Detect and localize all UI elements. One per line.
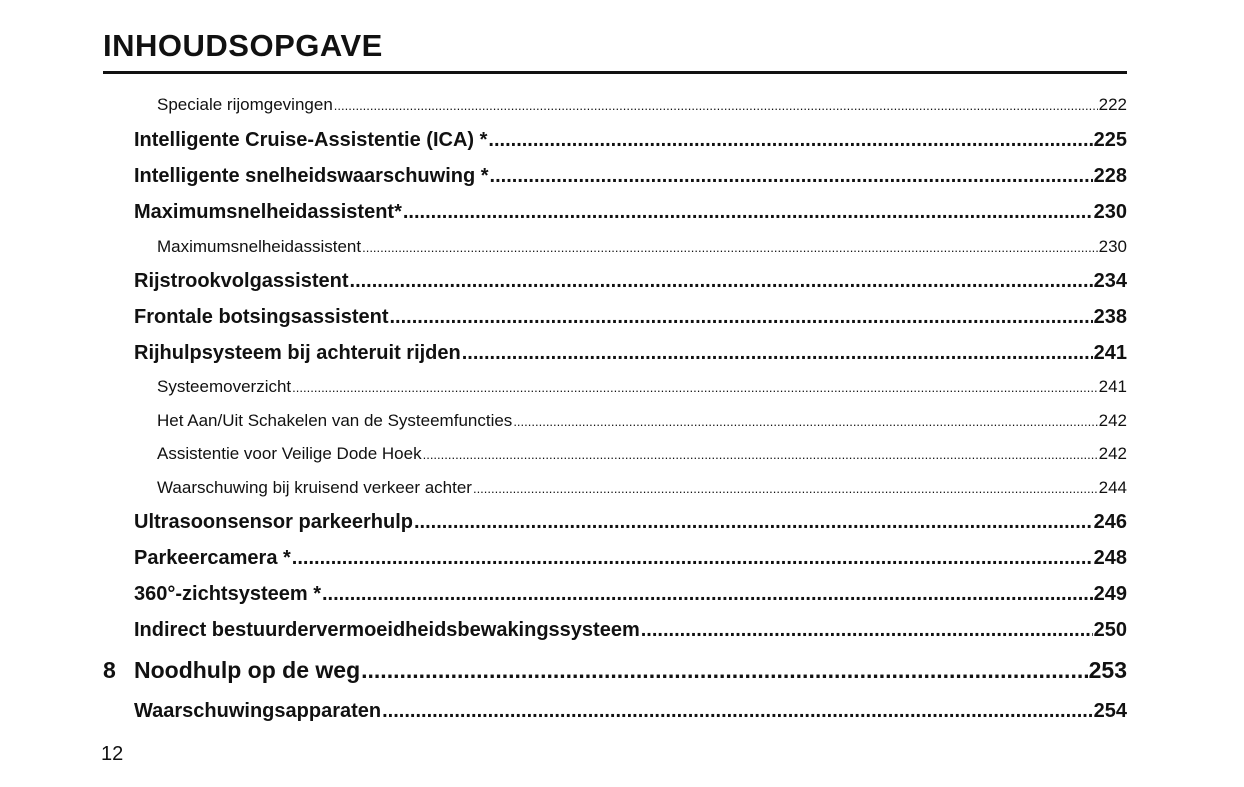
toc-entry-page: 242 [1098, 444, 1127, 463]
toc-entry-label: Rijstrookvolgassistent [134, 270, 349, 292]
toc-entry-label: Intelligente snelheidswaarschuwing * [134, 165, 489, 187]
toc-entry-label: Waarschuwingsapparaten [134, 700, 382, 722]
page-number: 12 [101, 743, 124, 765]
toc-entry-page: 246 [1093, 511, 1127, 533]
dot-leader [423, 447, 1098, 462]
toc-entry[interactable] [157, 411, 1127, 431]
toc-chapter-heading [103, 657, 360, 684]
toc-entry-label: Rijhulpsysteem bij achteruit rijden [134, 342, 461, 364]
toc-entry-label: Frontale botsingsassistent [134, 306, 389, 328]
chapter-number: 8 [103, 657, 116, 683]
dot-leader [292, 380, 1097, 395]
toc-entry[interactable] [157, 444, 1127, 464]
dot-leader [462, 342, 1093, 365]
toc-entry-page: 230 [1093, 201, 1127, 223]
toc-entry[interactable] [134, 700, 1127, 723]
toc-entry[interactable] [134, 511, 1127, 534]
toc-entry[interactable] [134, 270, 1127, 293]
toc-entry-page: 241 [1093, 342, 1127, 364]
toc-entry[interactable] [157, 237, 1127, 257]
dot-leader [322, 583, 1093, 606]
toc-entry[interactable] [134, 306, 1127, 329]
toc-entry-page: 230 [1098, 237, 1127, 256]
toc-entry-label: Noodhulp op de weg [134, 657, 361, 683]
toc-entry-page: 248 [1093, 547, 1127, 569]
toc-entry-label: Systeemoverzicht [157, 377, 292, 396]
dot-leader [390, 306, 1093, 329]
dot-leader [403, 201, 1093, 224]
dot-leader [361, 657, 1087, 684]
toc-entry-page: 254 [1093, 700, 1127, 722]
toc-entry-label: Maximumsnelheidassistent [157, 237, 362, 256]
toc-entry-label: Assistentie voor Veilige Dode Hoek [157, 444, 422, 463]
toc-entry-page: 249 [1093, 583, 1127, 605]
toc-entry-page: 253 [1088, 657, 1127, 683]
dot-leader [641, 619, 1093, 642]
toc-entry-page: 228 [1093, 165, 1127, 187]
dot-leader [414, 511, 1093, 534]
toc-entry-label: Ultrasoonsensor parkeerhulp [134, 511, 413, 533]
page-title: INHOUDSOPGAVE [103, 28, 383, 63]
toc-entry[interactable] [134, 583, 1127, 606]
toc-entry[interactable] [134, 619, 1127, 642]
toc-entry[interactable] [134, 129, 1127, 152]
toc-entry-label: Het Aan/Uit Schakelen van de Systeemfuncties [157, 411, 513, 430]
toc-entry[interactable] [134, 201, 1127, 224]
toc-entry-label: Speciale rijomgevingen [157, 95, 333, 114]
dot-leader [382, 700, 1093, 723]
toc-entry-page: 238 [1093, 306, 1127, 328]
toc-entry-page: 225 [1093, 129, 1127, 151]
dot-leader [490, 165, 1093, 188]
toc-entry-page: 241 [1098, 377, 1127, 396]
dot-leader [334, 98, 1098, 113]
toc-entry-label: 360°-zichtsysteem * [134, 583, 321, 605]
toc-entry-label: Maximumsnelheidassistent* [134, 201, 402, 223]
dot-leader [362, 240, 1098, 255]
toc-entry-label: Intelligente Cruise-Assistentie (ICA) * [134, 129, 488, 151]
toc-entry-label: Parkeercamera * [134, 547, 291, 569]
toc-entry-label: Waarschuwing bij kruisend verkeer achter [157, 478, 472, 497]
toc-entry-page: 242 [1098, 411, 1127, 430]
toc-entry[interactable] [157, 95, 1127, 115]
dot-leader [513, 414, 1097, 429]
toc-entry[interactable] [134, 547, 1127, 570]
toc-entry[interactable] [134, 165, 1127, 188]
toc-entry-page: 234 [1093, 270, 1127, 292]
dot-leader [292, 547, 1093, 570]
toc-entry-page: 250 [1093, 619, 1127, 641]
dot-leader [473, 481, 1098, 496]
toc-entry[interactable] [157, 478, 1127, 498]
toc-entry-page: 222 [1098, 95, 1127, 114]
toc-chapter-entry[interactable] [103, 657, 1127, 684]
toc-entry-page: 244 [1098, 478, 1127, 497]
dot-leader [488, 129, 1092, 152]
toc-entry-label: Indirect bestuurdervermoeidheidsbewakingssysteem [134, 619, 640, 641]
dot-leader [350, 270, 1093, 293]
toc-entry[interactable] [157, 377, 1127, 397]
toc-entry[interactable] [134, 342, 1127, 365]
